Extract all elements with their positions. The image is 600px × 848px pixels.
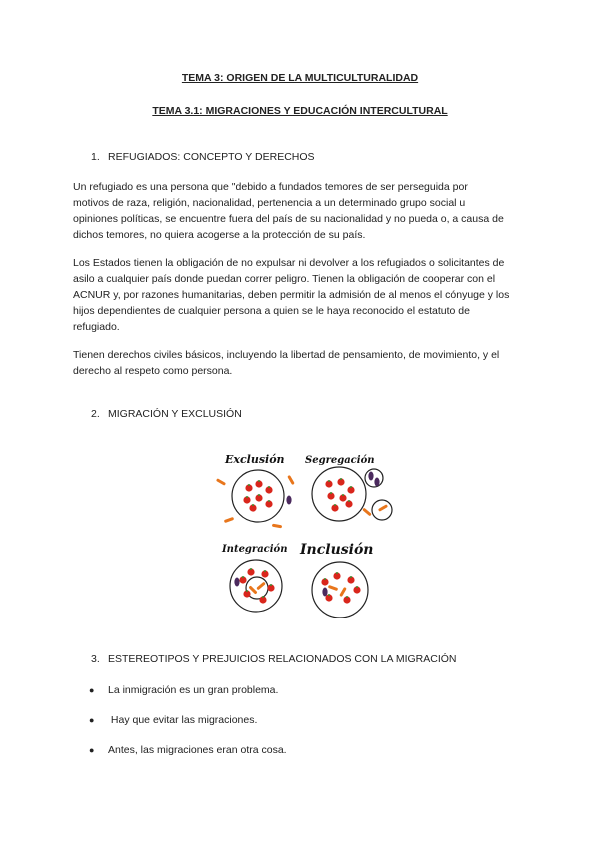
- tomato-stem-icon: [350, 576, 352, 578]
- segregation-circle: [312, 467, 366, 521]
- section-number: 2.: [91, 408, 100, 420]
- bullet-text: Hay que evitar las migraciones.: [108, 714, 258, 726]
- exclusion-segregation-integration-inclusion-diagram: [207, 442, 400, 618]
- paragraph-civil-rights: [73, 347, 533, 379]
- text-line: dichos temores, no quiera acogerse a la protección de su país.: [73, 229, 366, 241]
- text-line: asilo a cualquier país donde puedan correr peligro. Tienen la obligación de cooperar con el: [73, 273, 496, 285]
- bullet-dot-icon: ●: [89, 715, 95, 725]
- bullet-item: [89, 684, 278, 696]
- tomato-group: [239, 478, 360, 604]
- tomato-stem-icon: [250, 568, 252, 570]
- tomato-stem-icon: [350, 486, 352, 488]
- section-number: 3.: [91, 653, 100, 665]
- tomato-stem-icon: [246, 590, 248, 592]
- bullet-text: La inmigración es un gran problema.: [108, 684, 279, 696]
- tomato-stem-icon: [248, 484, 250, 486]
- label-inclusion: Inclusión: [300, 542, 374, 558]
- text-line: hijos dependientes de cualquier persona a quien se le haya reconocido el estatuto de: [73, 305, 470, 317]
- tomato-stem-icon: [334, 504, 336, 506]
- tomato-stem-icon: [328, 594, 330, 596]
- title-prefix: TEMA 3:: [181, 72, 224, 84]
- tomato-stem-icon: [264, 570, 266, 572]
- tomato-stem-icon: [268, 486, 270, 488]
- text-line: Un refugiado es una persona que "debido a fundados temores de ser perseguida por: [73, 181, 468, 193]
- carrot-icon: [328, 585, 338, 591]
- tomato-stem-icon: [346, 596, 348, 598]
- section-number: 1.: [91, 151, 100, 163]
- tomato-stem-icon: [258, 494, 260, 496]
- carrot-icon: [216, 478, 226, 486]
- label-segregation: Segregación: [305, 455, 375, 466]
- carrot-icon: [224, 517, 234, 523]
- label-integration: Integración: [222, 544, 288, 555]
- text-line: motivos de raza, religión, nacionalidad, pertenencia a un determinado grupo social u: [73, 197, 466, 209]
- bullet-dot-icon: ●: [89, 745, 95, 755]
- carrot-icon: [362, 508, 372, 517]
- paragraph-refugee-definition: [73, 179, 533, 243]
- tomato-stem-icon: [348, 500, 350, 502]
- eggplant-icon: [374, 478, 379, 487]
- bullet-item: [89, 714, 257, 726]
- carrot-icon: [256, 582, 266, 591]
- text-line: derecho al respeto como persona.: [73, 365, 233, 377]
- carrot-icon: [287, 475, 295, 485]
- eggplant-group: [234, 472, 379, 597]
- title-rest: ORIGEN DE LA MULTICULTURALIDAD: [223, 72, 419, 84]
- tomato-stem-icon: [268, 500, 270, 502]
- eggplant-icon: [286, 496, 291, 505]
- eggplant-icon: [368, 472, 373, 481]
- tomato-stem-icon: [252, 504, 254, 506]
- tomato-stem-icon: [342, 494, 344, 496]
- section-label: REFUGIADOS: CONCEPTO Y DERECHOS: [108, 151, 315, 163]
- bullet-item: [89, 744, 287, 756]
- tomato-stem-icon: [356, 586, 358, 588]
- tomato-stem-icon: [246, 496, 248, 498]
- tomato-stem-icon: [258, 480, 260, 482]
- tomato-stem-icon: [270, 584, 272, 586]
- bullet-text: Antes, las migraciones eran otra cosa.: [108, 744, 287, 756]
- section-label: ESTEREOTIPOS Y PREJUICIOS RELACIONADOS CON LA MIGRACIÓN: [108, 653, 457, 665]
- text-line: Los Estados tienen la obligación de no expulsar ni devolver a los refugiados o solicitantes de: [73, 257, 505, 269]
- text-line: refugiado.: [73, 321, 120, 333]
- tomato-stem-icon: [262, 596, 264, 598]
- label-exclusion: Exclusión: [225, 453, 285, 466]
- eggplant-icon: [322, 588, 327, 597]
- section-heading-2: [91, 408, 242, 420]
- tomato-stem-icon: [330, 492, 332, 494]
- bullet-dot-icon: ●: [89, 685, 95, 695]
- document-subtitle: TEMA 3.1: MIGRACIONES Y EDUCACIÓN INTERCULTURAL: [152, 105, 448, 117]
- tomato-stem-icon: [242, 576, 244, 578]
- paragraph-state-obligations: [73, 255, 533, 335]
- text-line: opiniones políticas, se encuentre fuera del país de su nacionalidad y no pueda o, a causa de: [73, 213, 504, 225]
- text-line: Tienen derechos civiles básicos, incluyendo la libertad de pensamiento, de movimiento, y el: [73, 349, 500, 361]
- carrot-icon: [272, 524, 282, 529]
- tomato-stem-icon: [328, 480, 330, 482]
- carrot-icon: [378, 504, 388, 512]
- tomato-stem-icon: [336, 572, 338, 574]
- carrot-icon: [339, 587, 347, 597]
- tomato-stem-icon: [340, 478, 342, 480]
- tomato-stem-icon: [324, 578, 326, 580]
- section-heading-1: [91, 151, 315, 163]
- text-line: ACNUR y, por razones humanitarias, deben permitir la admisión de al menos el cónyuge y los: [73, 289, 510, 301]
- segregation-small-circle-1: [365, 469, 383, 487]
- section-label: MIGRACIÓN Y EXCLUSIÓN: [108, 408, 242, 420]
- eggplant-icon: [234, 578, 239, 587]
- document-title: [0, 72, 600, 84]
- section-heading-3: [91, 653, 457, 665]
